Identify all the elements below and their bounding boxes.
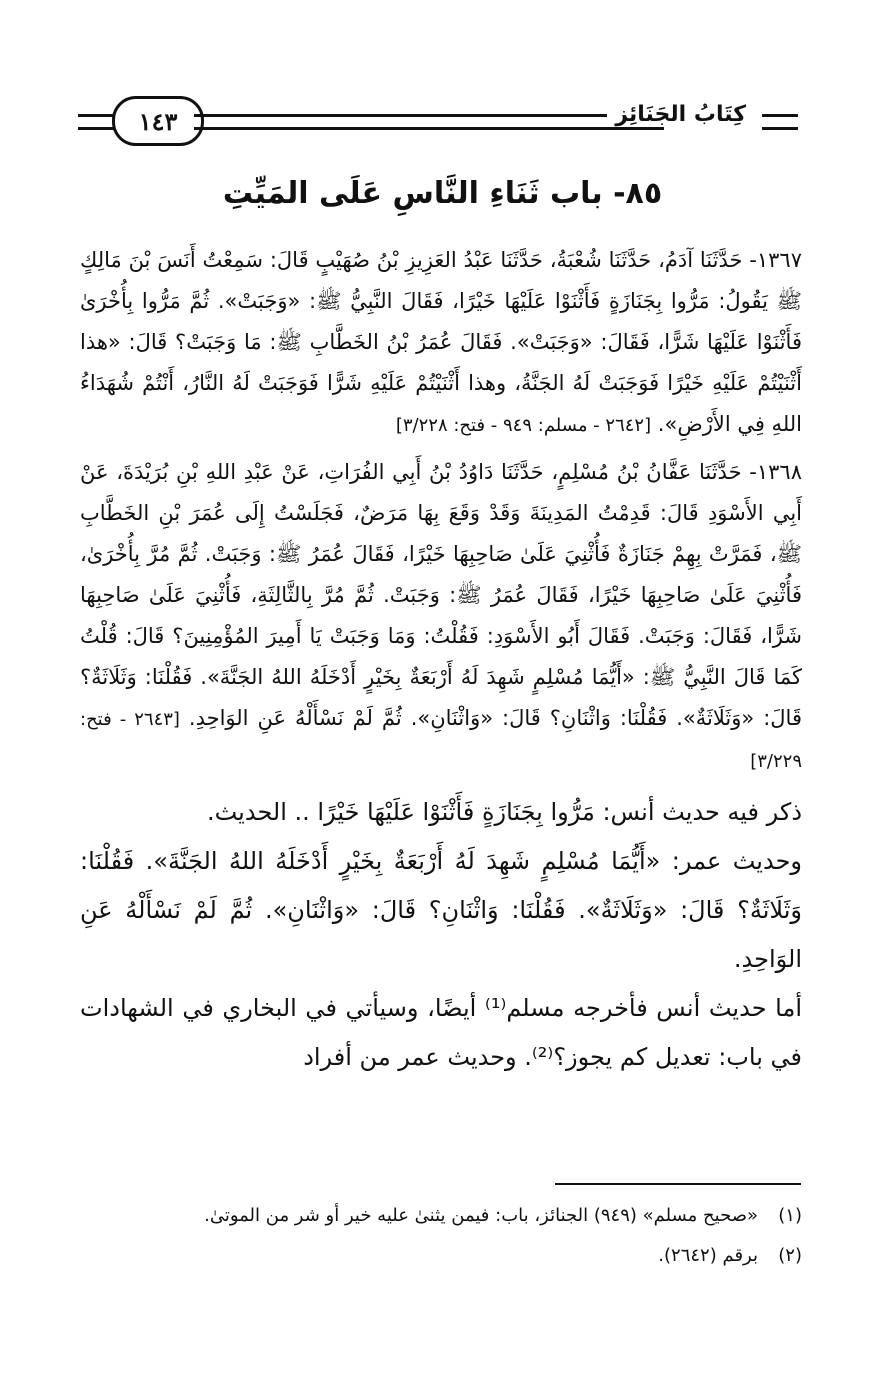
footnote-marker: (٢) [778, 1245, 802, 1266]
footnote-1 [80, 1196, 802, 1236]
hadith-1367-text: ١٣٦٧- حَدَّثَنَا آدَمُ، حَدَّثَنَا شُعْبَةُ، حَدَّثَنَا عَبْدُ العَزِيزِ بْنُ صُهَيْبٍ قَالَ: سَمِعْتُ أَنَسَ بْنَ مَالِكٍ ﷺ يَقُولُ: مَرُّوا بِجَنَازَةٍ فَأَثْنَوْا عَلَيْهَا خَيْرًا، فَقَالَ النَّبِيُّ ﷺ: «وَجَبَتْ». ثُمَّ مَرُّوا بِأُخْرَىٰ فَأَثْنَوْا عَلَيْهَا شَرًّا، فَقَالَ: «وَجَبَتْ». فَقَالَ عُمَرُ بْنُ الخَطَّابِ ﷺ: مَا وَجَبَتْ؟ قَالَ: «هذا أَثْنَيْتُمْ عَلَيْهِ خَيْرًا فَوَجَبَتْ لَهُ الجَنَّةُ، وهذا أَثْنَيْتُمْ عَلَيْهِ شَرًّا فَوَجَبَتْ لَهُ النَّارُ، أَنْتُمْ شُهَدَاءُ اللهِ فِي الأَرْضِ». [80, 248, 802, 436]
hadith-1368-text: ١٣٦٨- حَدَّثَنَا عَفَّانُ بْنُ مُسْلِمٍ، حَدَّثَنَا دَاوُدُ بْنُ أَبِي الفُرَاتِ، عَنْ عَبْدِ اللهِ بْنِ بُرَيْدَةَ، عَنْ أَبِي الأَسْوَدِ قَالَ: قَدِمْتُ المَدِينَةَ وَقَدْ وَقَعَ بِهَا مَرَضٌ، فَجَلَسْتُ إِلَى عُمَرَ بْنِ الخَطَّابِ ﷺ، فَمَرَّتْ بِهِمْ جَنَازَةٌ فَأُثْنِيَ عَلَىٰ صَاحِبِهَا خَيْرًا، فَقَالَ عُمَرُ ﷺ: وَجَبَتْ. ثُمَّ مُرَّ بِأُخْرَىٰ، فَأُثْنِيَ عَلَىٰ صَاحِبِهَا خَيْرًا، فَقَالَ عُمَرُ ﷺ: وَجَبَتْ. ثُمَّ مُرَّ بِالثَّالِثَةِ، فَأُثْنِيَ عَلَىٰ صَاحِبِهَا شَرًّا، فَقَالَ: وَجَبَتْ. فَقَالَ أَبُو الأَسْوَدِ: فَقُلْتُ: وَمَا وَجَبَتْ يَا أَمِيرَ المُؤْمِنِينَ؟ قَالَ: قُلْتُ كَمَا قَالَ النَّبِيُّ ﷺ: «أَيُّمَا مُسْلِمٍ شَهِدَ لَهُ أَرْبَعَةٌ بِخَيْرٍ أَدْخَلَهُ اللهُ الجَنَّةَ». فَقُلْنَا: وَثَلَاثَةٌ؟ قَالَ: «وَثَلَاثَةٌ». فَقُلْنَا: وَاثْنَانِ؟ قَالَ: «وَاثْنَانِ». ثُمَّ لَمْ نَسْأَلْهُ عَنِ الوَاحِدِ. [80, 460, 802, 730]
running-title: كِتَابُ الجَنَائِزِ [607, 102, 754, 127]
footnote-text: «صحيح مسلم» (٩٤٩) الجنائز، باب: فيمن يثنىٰ عليه خير أو شر من الموتىٰ. [204, 1205, 758, 1226]
footnotes [80, 1196, 802, 1276]
commentary-paragraph-1: ذكر فيه حديث أنس: مَرُّوا بِجَنَازَةٍ فَأَثْنَوْا عَلَيْهَا خَيْرًا .. الحديث. [206, 798, 802, 826]
hadith-1367-reference: [٢٦٤٢ - مسلم: ٩٤٩ - فتح: ٣/٢٢٨] [395, 415, 652, 436]
footnote-text: برقم (٢٦٤٢). [658, 1245, 758, 1266]
hadith-1367 [80, 240, 802, 446]
chapter-heading: ٨٥- باب ثَنَاءِ النَّاسِ عَلَى المَيِّتِ [222, 176, 663, 211]
header-rule-middle [194, 114, 664, 130]
hadith-1368-reference: [٢٦٤٣ - فتح: ٣/٢٢٩] [80, 709, 802, 772]
page-header [78, 96, 798, 146]
header-rule-right [762, 114, 798, 130]
main-text [80, 240, 802, 1082]
footnote-2 [80, 1236, 802, 1276]
footnote-marker: (١) [778, 1205, 802, 1226]
commentary-paragraph-3: أما حديث أنس فأخرجه مسلم⁽¹⁾ أيضًا، وسيأتي في البخاري في الشهادات في باب: تعديل كم يجوز؟⁽²⁾. وحديث عمر من أفراد [80, 994, 802, 1071]
footnote-divider [555, 1183, 801, 1185]
commentary-paragraph-2: وحديث عمر: «أَيُّمَا مُسْلِمٍ شَهِدَ لَهُ أَرْبَعَةٌ بِخَيْرٍ أَدْخَلَهُ اللهُ الجَنَّةَ». فَقُلْنَا: وَثَلَاثَةٌ؟ قَالَ: «وَثَلَاثَةٌ». فَقُلْنَا: وَاثْنَانِ؟ قَالَ: «وَاثْنَانِ». ثُمَّ لَمْ نَسْأَلْهُ عَنِ الوَاحِدِ. [80, 847, 802, 973]
page-number: ١٤٣ [112, 96, 204, 146]
hadith-1368 [80, 452, 802, 782]
